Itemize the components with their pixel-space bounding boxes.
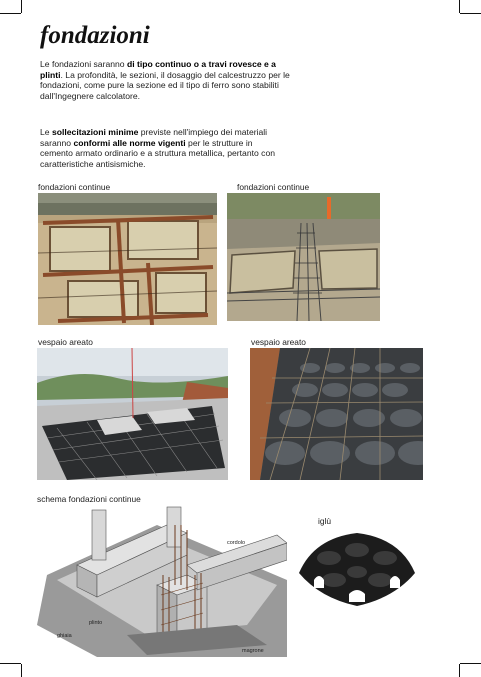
label-ghiaia: ghiaia — [57, 633, 72, 639]
caption-iglu: iglù — [318, 516, 332, 526]
caption-crawl-space-1: vespaio areato — [38, 337, 93, 347]
page-title: fondazioni — [40, 22, 150, 49]
crop-mark — [21, 0, 22, 13]
crop-mark — [0, 13, 21, 14]
label-magrone: magrone — [242, 648, 264, 654]
intro-paragraph: Le fondazioni saranno di tipo continuo o a travi rovesce e a plinti. La profondità, le sezioni, il dosaggio del calcestruzzo per le fondazioni, come pure la sezione ed il tipo di ferro sono stabiliti dall'Ingegnere calcolatore. — [40, 59, 290, 102]
photo-continuous-foundations-2 — [227, 193, 380, 321]
photo-crawl-space-2 — [250, 348, 423, 480]
label-cordolo: cordolo — [227, 540, 246, 546]
caption-crawl-space-2: vespaio areato — [251, 337, 306, 347]
photo-continuous-foundations-1 — [38, 193, 217, 325]
crop-mark — [460, 663, 481, 664]
crop-mark — [459, 0, 460, 13]
caption-foundations-2: fondazioni continue — [237, 182, 310, 192]
photo-crawl-space-1 — [37, 348, 228, 480]
standards-paragraph: Le sollecitazioni minime previste nell'impiego dei materiali saranno conformi alle norme vigenti per le strutture in cemento armato ordinario e a struttura metallica, pertanto con caratteristiche antisismiche. — [40, 127, 276, 170]
image-iglu-module — [294, 528, 420, 610]
crop-mark — [0, 663, 21, 664]
crop-mark — [460, 13, 481, 14]
crop-mark — [459, 664, 460, 677]
crop-mark — [21, 664, 22, 677]
diagram-continuous-foundations — [37, 505, 287, 657]
caption-foundations-1: fondazioni continue — [38, 182, 111, 192]
caption-diagram: schema fondazioni continue — [37, 494, 141, 504]
label-plinto: plinto — [89, 620, 103, 626]
